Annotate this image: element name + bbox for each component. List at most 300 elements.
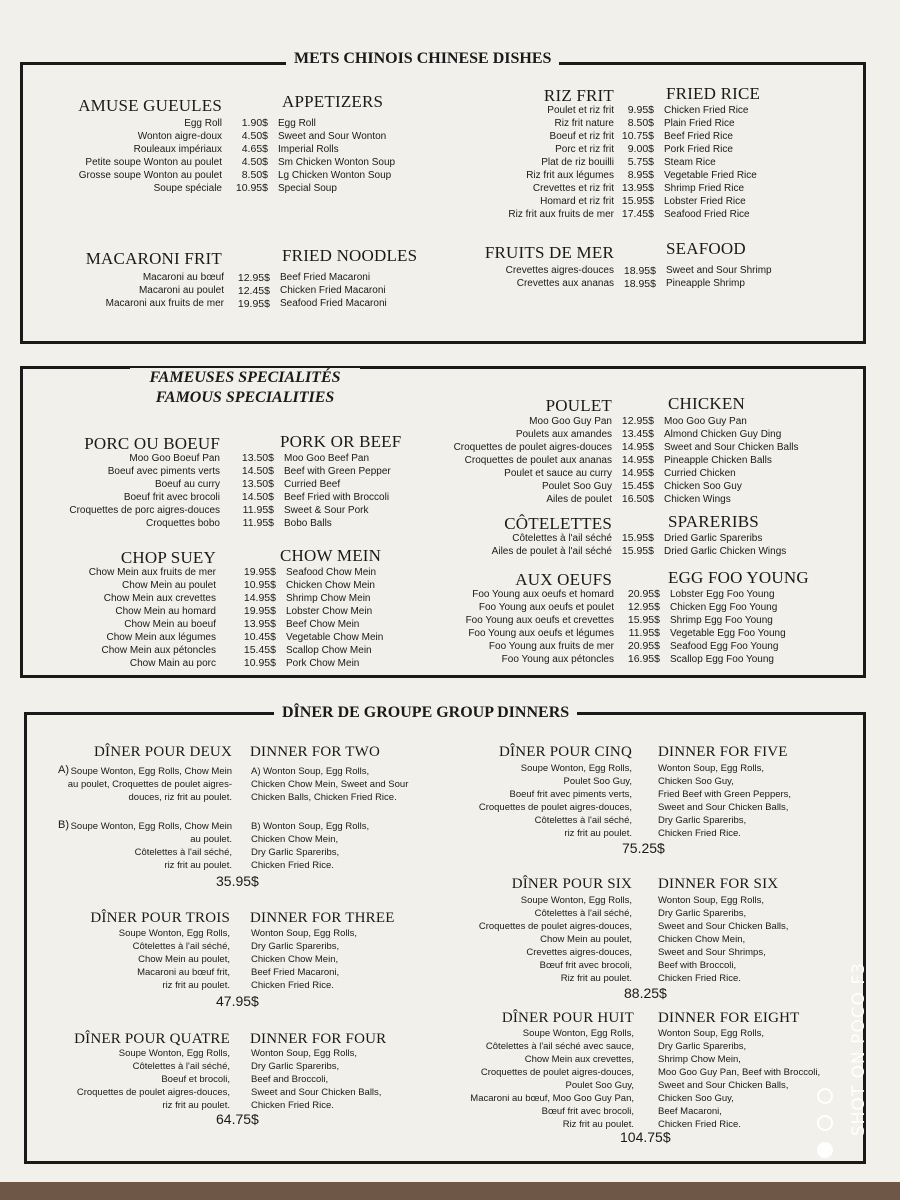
menu-item-row [0,480,799,493]
combo-line-en: Chicken Fried Rice. [658,828,741,839]
menu-item-name-en: Scallop Egg Foo Young [670,654,774,665]
combo-line-en: Beef and Broccoli, [251,1074,329,1085]
menu-item-name-fr: Soupe spéciale [153,183,222,194]
menu-item-name-en: Imperial Rolls [278,144,339,155]
menu-item-row [0,296,387,309]
egg-foo-young-heading-fr: AUX OEUFS [515,570,612,589]
menu-item-name-en: Beef with Green Pepper [284,466,391,477]
menu-item-name-en: Vegetable Chow Mein [286,632,384,643]
combo-line-en: A) Wonton Soup, Egg Rolls, [251,766,370,777]
menu-item-name-fr: Foo Young aux oeufs et légumes [468,628,614,639]
combo-line-en: B) Wonton Soup, Egg Rolls, [251,821,370,832]
menu-item-name-en: Sweet & Sour Pork [284,505,369,516]
menu-item-price: 1.90$ [241,117,268,129]
combo-line-en: Chicken Chow Mein, Sweet and Sour [251,779,409,790]
menu-item-row [0,566,383,579]
combo-line-en: Beef Fried Macaroni, [251,967,340,978]
combo-line-fr: Croquettes de poulet aigres-douces, [76,1087,230,1098]
combo-line-fr: Riz frit au poulet. [560,973,632,984]
combo-line-en: Sweet and Sour Chicken Balls, [658,1080,789,1091]
combo-line-en: Dry Garlic Spareribs, [251,1061,340,1072]
combo-line-fr: Boeuf et brocoli, [161,1074,230,1085]
menu-item-name-en: Lg Chicken Wonton Soup [278,170,392,181]
combo-line-fr: Macaroni au bœuf, Moo Goo Guy Pan, [470,1093,634,1104]
menu-item-name-fr: Foo Young aux oeufs et poulet [478,602,614,613]
dinner-two-label-a: A) [58,764,69,776]
combo-line-en: Chicken Chow Mein, [251,954,339,965]
combo-line-fr: Bœuf frit avec brocoli, [539,960,632,971]
egg-foo-young-list [0,588,786,666]
menu-item-row [0,588,786,601]
menu-item-name-en: Pineapple Shrimp [666,278,745,289]
famous-specialities-title [130,368,360,408]
dinner-three-price: 47.95$ [216,993,259,1009]
menu-item-row [0,117,757,130]
combo-line-en: Dry Garlic Spareribs, [251,847,340,858]
combo-line-en: Chicken Fried Rice. [658,973,741,984]
menu-item-row [0,195,757,208]
combo-line-fr: riz frit au poulet. [162,1100,230,1111]
menu-item-price: 15.45$ [243,644,276,656]
menu-item-name-en: Pineapple Chicken Balls [664,455,772,466]
menu-item-name-en: Shrimp Fried Rice [664,183,745,194]
menu-item-name-en: Sweet and Sour Wonton [278,131,387,142]
spareribs-list [0,532,786,558]
combo-line-en: Dry Garlic Spareribs, [658,1041,747,1052]
combo-line-en: Shrimp Chow Mein, [658,1054,741,1065]
menu-item-name-fr: Homard et riz frit [540,196,614,207]
combo-line-en: Beef Macaroni, [658,1106,722,1117]
menu-item-price: 8.50$ [627,117,654,129]
combo-line-fr: au poulet. [190,834,232,845]
menu-item-price: 19.95$ [237,298,270,310]
menu-item-price: 12.95$ [627,601,660,613]
menu-item-name-en: Lobster Egg Foo Young [670,589,775,600]
menu-item-name-fr: Boeuf et riz frit [549,131,614,142]
table-surface [0,1182,900,1200]
menu-item-name-fr: Chow Main au porc [129,658,216,669]
menu-item-name-en: Beef Fried with Broccoli [284,492,390,503]
dinner-five-heading-fr: DÎNER POUR CINQ [498,744,632,760]
combo-line-en: Dry Garlic Spareribs, [658,908,747,919]
combo-line-en: Chicken Soo Guy, [658,1093,734,1104]
combo-line-en: Dry Garlic Spareribs, [658,815,747,826]
menu-item-price: 16.95$ [627,653,660,665]
combo-line-en: Chicken Chow Mein, [658,934,746,945]
menu-item-name-fr: Côtelettes à l'ail séché [512,533,612,544]
menu-item-name-en: Moo Goo Beef Pan [284,453,370,464]
menu-item-row [0,493,799,506]
menu-item-name-fr: Plat de riz bouilli [541,157,614,168]
menu-item-price: 10.95$ [243,579,276,591]
menu-item-price: 16.50$ [621,493,654,505]
combo-line-en: Sweet and Sour Chicken Balls, [251,1087,382,1098]
menu-item-name-fr: Croquettes de poulet aigres-douces [453,442,612,453]
menu-item-name-fr: Crevettes et riz frit [532,183,614,194]
combo-line-en: Moo Goo Guy Pan, Beef with Broccoli, [658,1067,821,1078]
fried-rice-list [0,104,757,221]
combo-line-fr: Chow Mein au poulet, [138,954,230,965]
menu-item-name-en: Dried Garlic Chicken Wings [664,546,787,557]
watermark-ring-icon [817,1115,833,1131]
combo-line-fr: Côtelettes à l'ail séché, [534,908,632,919]
menu-item-price: 13.95$ [621,182,654,194]
combo-line-fr: Soupe Wonton, Egg Rolls, [520,763,632,774]
combo-line-fr: douces, riz frit au poulet. [128,792,232,803]
menu-item-name-en: Curried Beef [284,479,341,490]
menu-item-row [0,208,757,221]
menu-item-row [0,169,757,182]
fried-noodles-heading-en: FRIED NOODLES [282,246,418,265]
combo-line-en: Dry Garlic Spareribs, [251,941,340,952]
spareribs-heading-fr: CÔTELETTES [504,514,612,533]
menu-item-row [0,467,799,480]
combo-line-fr: riz frit au poulet. [564,828,632,839]
combo-line-fr: Croquettes de poulet aigres-douces, [480,1067,634,1078]
menu-item-price: 11.95$ [242,504,274,516]
combo-line-fr: Soupe Wonton, Egg Rolls, [118,1048,230,1059]
menu-item-row [0,640,786,653]
combo-line-en: Chicken Fried Rice. [251,860,334,871]
menu-item-row [0,104,757,117]
menu-item-price: 14.50$ [241,465,274,477]
menu-item-row [0,653,786,666]
menu-item-name-fr: Grosse soupe Wonton au poulet [78,170,222,181]
menu-item-name-en: Lobster Fried Rice [664,196,746,207]
combo-line-fr: Crevettes aigres-douces, [526,947,632,958]
menu-item-row [0,627,786,640]
combo-line-en: Sweet and Sour Chicken Balls, [658,802,789,813]
menu-item-price: 18.95$ [623,278,656,290]
menu-item-name-fr: Chow Mein au boeuf [124,619,216,630]
menu-item-price: 14.95$ [621,441,654,453]
menu-item-name-en: Seafood Fried Macaroni [280,298,387,309]
group-dinners-title: DÎNER DE GROUPE GROUP DINNERS [274,704,577,722]
menu-item-price: 15.95$ [621,195,654,207]
combo-line-fr: Côtelettes à l'ail séché, [132,941,230,952]
menu-item-price: 8.50$ [241,169,268,181]
dinner-three-heading-fr: DÎNER POUR TROIS [90,910,230,926]
menu-item-name-fr: Boeuf avec piments verts [107,466,220,477]
menu-item-price: 20.95$ [627,588,660,600]
combo-line-fr: riz frit au poulet. [164,860,232,871]
menu-item-name-fr: Riz frit nature [554,118,614,129]
menu-item-row [0,428,799,441]
dinner-eight-price: 104.75$ [620,1129,671,1145]
dinner-two-heading-en: DINNER FOR TWO [250,744,381,760]
menu-item-row [0,454,799,467]
chicken-list [0,415,799,506]
watermark-dot-icon [817,1142,833,1158]
combo-line-en: Wonton Soup, Egg Rolls, [658,1028,764,1039]
combo-line-fr: Macaroni au bœuf frit, [137,967,230,978]
combo-line-fr: au poulet, Croquettes de poulet aigres- [67,779,232,790]
menu-item-name-fr: Macaroni au poulet [138,285,224,296]
menu-item-price: 4.50$ [241,130,268,142]
menu-item-name-fr: Foo Young aux pétoncles [501,654,614,665]
menu-item-price: 11.95$ [242,517,274,529]
menu-item-price: 15.45$ [621,480,654,492]
combo-line-en: Wonton Soup, Egg Rolls, [658,895,764,906]
menu-item-name-en: Bobo Balls [284,518,332,529]
dinner-two-price: 35.95$ [216,873,259,889]
menu-item-price: 12.95$ [621,415,654,427]
menu-item-row [0,517,391,530]
appetizers-heading-fr: AMUSE GUEULES [78,96,222,115]
combo-line-fr: Soupe Wonton, Egg Rolls, Chow Mein [70,766,232,777]
menu-item-price: 18.95$ [623,265,656,277]
combo-line-fr: Côtelettes à l'ail séché, [534,815,632,826]
menu-item-name-en: Vegetable Fried Rice [664,170,757,181]
dinner-four-price: 64.75$ [216,1111,259,1127]
menu-item-price: 17.45$ [621,208,654,220]
menu-item-price: 13.95$ [243,618,276,630]
menu-item-name-en: Shrimp Chow Mein [286,593,371,604]
menu-item-name-en: Curried Chicken [664,468,736,479]
menu-item-price: 15.95$ [621,532,654,544]
menu-item-name-fr: Crevettes aigres-douces [505,265,614,276]
menu-item-name-en: Seafood Fried Rice [664,209,750,220]
camera-watermark: SHOT ON POCO F3 [849,962,869,1137]
menu-item-price: 4.65$ [241,143,268,155]
menu-item-name-fr: Foo Young aux oeufs et homard [472,589,614,600]
combo-line-fr: Chow Mein aux crevettes, [524,1054,634,1065]
menu-item-row [0,532,786,545]
dinner-five-price: 75.25$ [622,840,665,856]
combo-line-en: Chicken Fried Rice. [658,1119,741,1130]
dinner-five-heading-en: DINNER FOR FIVE [658,744,788,760]
chinese-dishes-title: METS CHINOIS CHINESE DISHES [286,50,559,68]
menu-item-price: 9.95$ [627,104,654,116]
combo-line-fr: Croquettes de poulet aigres-douces, [478,802,632,813]
menu-item-name-fr: Macaroni au bœuf [142,272,224,283]
menu-item-row [0,130,757,143]
menu-item-row [0,601,786,614]
menu-item-name-fr: Ailes de poulet [546,494,612,505]
combo-line-fr: Poulet Soo Guy, [563,776,632,787]
chicken-heading-fr: POULET [545,396,612,415]
menu-item-name-fr: Croquettes de poulet aux ananas [464,455,612,466]
combo-line-en: Chicken Chow Mein, [251,834,339,845]
dinner-eight-heading-en: DINNER FOR EIGHT [658,1010,800,1026]
combo-line-en: Wonton Soup, Egg Rolls, [658,763,764,774]
combo-line-fr: Côtelettes à l'ail séché, [134,847,232,858]
menu-item-name-en: Steam Rice [664,157,716,168]
menu-item-name-fr: Foo Young aux fruits de mer [488,641,614,652]
menu-item-name-en: Beef Fried Rice [664,131,733,142]
dinner-six-heading-fr: DÎNER POUR SIX [511,876,632,892]
menu-item-name-en: Pork Chow Mein [286,658,360,669]
menu-item-name-en: Moo Goo Guy Pan [664,416,747,427]
menu-item-price: 10.95$ [243,657,276,669]
appetizers-heading-en: APPETIZERS [282,92,384,111]
menu-item-price: 14.95$ [243,592,276,604]
combo-line-fr: Soupe Wonton, Egg Rolls, [118,928,230,939]
combo-line-en: Chicken Balls, Chicken Fried Rice. [251,792,397,803]
egg-foo-young-heading-en: EGG FOO YOUNG [668,568,809,587]
menu-item-price: 14.50$ [241,491,274,503]
menu-item-name-fr: Chow Mein aux pétoncles [101,645,216,656]
dinner-two-label-b: B) [58,819,69,831]
menu-item-price: 13.45$ [621,428,654,440]
menu-item-name-en: Vegetable Egg Foo Young [670,628,786,639]
menu-item-row [0,276,772,289]
fried-rice-heading-fr: RIZ FRIT [543,86,614,105]
menu-item-price: 15.95$ [621,545,654,557]
menu-item-price: 11.95$ [628,627,660,639]
combo-line-en: Wonton Soup, Egg Rolls, [251,928,357,939]
combo-line-en: Sweet and Sour Shrimps, [658,947,766,958]
menu-item-row [0,614,786,627]
dinner-six-heading-en: DINNER FOR SIX [658,876,779,892]
famous-specialities-title-fr: FAMEUSES SPECIALITÉS [149,369,341,386]
combo-line-fr: Soupe Wonton, Egg Rolls, [520,895,632,906]
menu-item-name-en: Seafood Chow Mein [286,567,377,578]
menu-item-name-fr: Chow Mein aux fruits de mer [88,567,216,578]
menu-item-name-fr: Moo Goo Guy Pan [529,416,612,427]
combo-line-fr: Boeuf frit avec piments verts, [509,789,632,800]
menu-item-name-fr: Rouleaux impériaux [133,144,222,155]
menu-item-price: 10.95$ [235,182,268,194]
combo-line-fr: Poulet Soo Guy, [565,1080,634,1091]
menu-item-name-en: Sweet and Sour Chicken Balls [664,442,799,453]
fried-noodles-heading-fr: MACARONI FRIT [85,249,222,268]
menu-item-name-fr: Egg Roll [184,118,222,129]
dinner-four-heading-en: DINNER FOR FOUR [250,1031,387,1047]
seafood-list [0,263,772,289]
menu-item-name-en: Chicken Egg Foo Young [670,602,778,613]
combo-line-en: Chicken Fried Rice. [251,980,334,991]
menu-item-name-en: Lobster Chow Mein [286,606,373,617]
menu-item-name-fr: Wonton aigre-doux [137,131,222,142]
menu-item-name-en: Almond Chicken Guy Ding [664,429,782,440]
menu-item-price: 5.75$ [627,156,654,168]
menu-item-row [0,441,799,454]
combo-line-fr: riz frit au poulet. [162,980,230,991]
menu-item-price: 10.45$ [243,631,276,643]
menu-item-row [0,143,757,156]
menu-item-name-fr: Croquettes bobo [146,518,220,529]
menu-item-name-en: Egg Roll [278,118,316,129]
menu-item-name-fr: Poulet Soo Guy [541,481,612,492]
combo-line-fr: Côtelettes à l'ail séché avec sauce, [485,1041,634,1052]
combo-line-fr: Soupe Wonton, Egg Rolls, [522,1028,634,1039]
menu-item-row [0,182,757,195]
menu-item-row [0,415,799,428]
combo-line-fr: Côtelettes à l'ail séché, [132,1061,230,1072]
menu-item-name-fr: Croquettes de porc aigres-douces [69,505,220,516]
dinner-four-heading-fr: DÎNER POUR QUATRE [74,1031,230,1047]
pork-beef-heading-en: PORK OR BEEF [280,432,402,451]
dinner-three-heading-en: DINNER FOR THREE [250,910,395,926]
combo-line-en: Chicken Soo Guy, [658,776,734,787]
menu-item-name-fr: Ailes de poulet à l'ail séché [491,546,612,557]
menu-item-name-fr: Poulet et riz frit [547,105,614,116]
menu-item-price: 10.75$ [621,130,654,142]
pork-beef-heading-fr: PORC OU BOEUF [84,434,220,453]
menu-item-name-en: Sm Chicken Wonton Soup [278,157,396,168]
spareribs-heading-en: SPARERIBS [668,512,759,531]
menu-item-price: 15.95$ [627,614,660,626]
chicken-heading-en: CHICKEN [668,394,745,413]
combo-line-en: Chicken Fried Rice. [251,1100,334,1111]
combo-line-fr: Soupe Wonton, Egg Rolls, Chow Mein [70,821,232,832]
menu-item-name-en: Chicken Chow Mein [286,580,375,591]
menu-item-price: 4.50$ [241,156,268,168]
combo-line-fr: Bœuf frit avec brocoli, [541,1106,634,1117]
combo-line-en: Fried Beef with Green Peppers, [658,789,792,800]
menu-item-name-en: Plain Fried Rice [664,118,735,129]
menu-item-name-fr: Chow Mein aux légumes [106,632,216,643]
combo-line-en: Sweet and Sour Chicken Balls, [658,921,789,932]
menu-item-price: 14.95$ [621,454,654,466]
combo-line-en: Beef with Broccoli, [658,960,737,971]
chow-mein-heading-fr: CHOP SUEY [120,548,216,567]
menu-item-name-fr: Riz frit aux légumes [526,170,614,181]
watermark-ring-icon [817,1088,833,1104]
menu-item-row [0,545,786,558]
famous-specialities-title-en: FAMOUS SPECIALITIES [155,389,335,406]
menu-item-name-fr: Crevettes aux ananas [516,278,614,289]
menu-item-name-fr: Foo Young aux oeufs et crevettes [465,615,614,626]
menu-item-name-en: Shrimp Egg Foo Young [670,615,773,626]
menu-item-name-fr: Boeuf au curry [154,479,220,490]
menu-item-name-fr: Macaroni aux fruits de mer [105,298,224,309]
menu-item-name-en: Chicken Wings [664,494,731,505]
menu-item-price: 13.50$ [241,478,274,490]
dinner-eight-heading-fr: DÎNER POUR HUIT [501,1010,634,1026]
menu-item-row [0,156,757,169]
menu-item-name-en: Seafood Egg Foo Young [670,641,779,652]
menu-item-name-en: Chicken Fried Macaroni [280,285,386,296]
menu-item-price: 12.45$ [237,285,270,297]
menu-item-name-fr: Chow Mein au poulet [122,580,216,591]
menu-item-name-fr: Riz frit aux fruits de mer [508,209,614,220]
menu-item-row [0,263,772,276]
fried-rice-heading-en: FRIED RICE [666,84,761,103]
dinner-two-heading-fr: DÎNER POUR DEUX [94,744,232,760]
menu-item-name-fr: Petite soupe Wonton au poulet [85,157,222,168]
menu-item-name-fr: Chow Mein au homard [115,606,216,617]
menu-item-name-fr: Chow Mein aux crevettes [103,593,216,604]
menu-item-price: 14.95$ [621,467,654,479]
seafood-heading-fr: FRUITS DE MER [484,243,614,262]
menu-item-price: 9.00$ [627,143,654,155]
menu-item-name-en: Dried Garlic Spareribs [664,533,763,544]
combo-line-fr: Riz frit au poulet. [562,1119,634,1130]
menu-item-name-en: Beef Chow Mein [286,619,360,630]
menu-item-price: 12.95$ [237,272,270,284]
menu-item-price: 19.95$ [243,605,276,617]
menu-item-name-fr: Poulets aux amandes [515,429,612,440]
menu-item-name-fr: Boeuf frit avec brocoli [123,492,220,503]
menu-item-name-fr: Porc et riz frit [555,144,614,155]
menu-item-name-en: Special Soup [278,183,337,194]
menu-item-name-fr: Moo Goo Boeuf Pan [129,453,220,464]
menu-item-price: 19.95$ [243,566,276,578]
combo-line-en: Wonton Soup, Egg Rolls, [251,1048,357,1059]
menu-item-price: 13.50$ [241,452,274,464]
chow-mein-heading-en: CHOW MEIN [280,546,382,565]
menu-item-price: 8.95$ [627,169,654,181]
combo-line-fr: Chow Mein au poulet, [540,934,632,945]
seafood-heading-en: SEAFOOD [666,239,746,258]
combo-line-fr: Croquettes de poulet aigres-douces, [478,921,632,932]
menu-item-name-fr: Poulet et sauce au curry [504,468,612,479]
menu-item-price: 20.95$ [627,640,660,652]
menu-item-name-en: Chicken Soo Guy [664,481,742,492]
menu-item-name-en: Sweet and Sour Shrimp [666,265,772,276]
